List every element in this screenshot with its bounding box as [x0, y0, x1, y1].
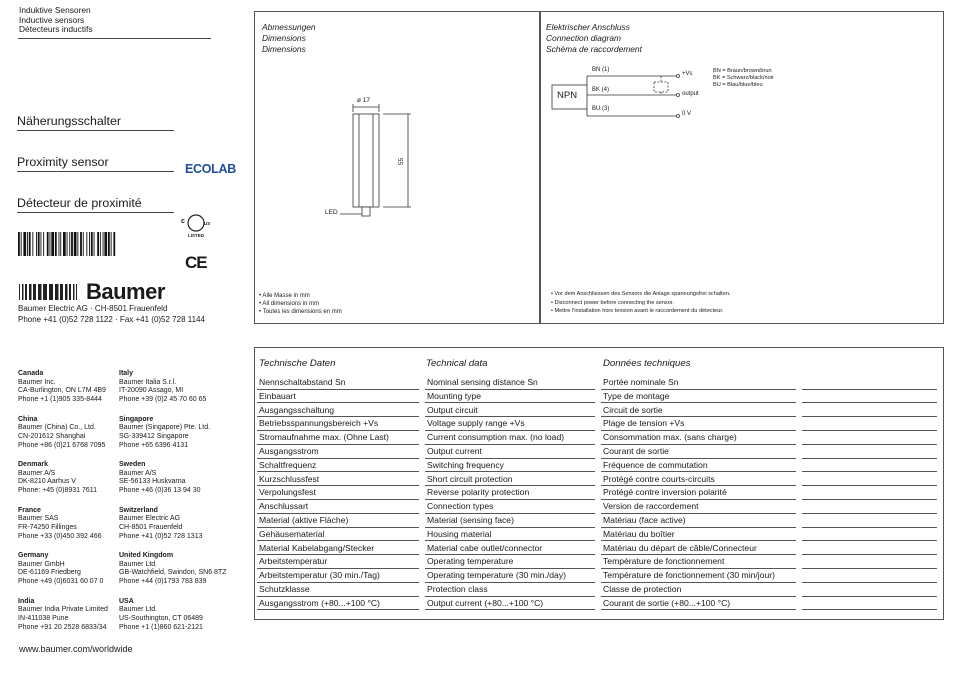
row-underline: [425, 513, 595, 514]
row-underline: [802, 540, 937, 541]
row-underline: [802, 513, 937, 514]
company-address: [18, 304, 205, 325]
row-underline: [802, 499, 937, 500]
barcode-bar: [80, 232, 82, 256]
row-underline: [257, 389, 419, 390]
diameter-label: ø 17: [357, 97, 371, 104]
address-line: Phone: +45 (0)8931 7611: [18, 487, 98, 495]
address-line: FR-74250 Fillinges: [18, 523, 77, 531]
address-line: DK-8210 Aarhus V: [18, 478, 76, 486]
table-row: [257, 501, 940, 515]
row-label-fr: Température de fonctionnement: [603, 556, 725, 567]
address-block: [18, 461, 97, 496]
row-label-en: Mounting type: [427, 390, 481, 401]
row-label-de: Stromaufnahme max. (Ohne Last): [259, 432, 389, 443]
product-title-fr: Détecteur de proximité: [17, 196, 142, 210]
dimensions-title-fr: Dimensions: [262, 44, 306, 54]
row-underline: [802, 554, 937, 555]
row-underline: [425, 609, 595, 610]
address-country: United Kingdom: [119, 552, 174, 559]
terminal-0v: 0 V: [682, 111, 692, 117]
barcode-bar: [59, 232, 60, 256]
ul-us-label: US: [204, 221, 211, 226]
barcode-bar: [23, 232, 26, 256]
address-country: USA: [119, 597, 134, 605]
barcode-bar: [97, 232, 99, 256]
row-underline: [802, 430, 937, 431]
row-underline: [257, 527, 419, 528]
row-label-en: Short circuit protection: [427, 473, 513, 484]
address-line: Phone +91 20 2528 6833/34: [18, 623, 107, 631]
row-label-fr: Version de raccordement: [603, 501, 699, 512]
row-label-en: Output current (+80...+100 °C): [427, 597, 544, 608]
barcode-bar: [38, 232, 40, 256]
dimensions-note-de: • Alle Masse in mm: [259, 293, 310, 299]
row-underline: [425, 402, 595, 403]
address-line: Baumer Italia S.r.l.: [119, 378, 177, 386]
barcode-bar: [77, 232, 78, 256]
row-underline: [425, 499, 595, 500]
row-label-de: Material (aktive Fläche): [259, 515, 349, 525]
row-underline: [257, 582, 419, 583]
barcode-bar: [91, 232, 93, 256]
row-underline: [257, 430, 419, 431]
row-underline: [257, 499, 419, 500]
address-line: Baumer SAS: [18, 515, 59, 523]
category-line-de: Induktive Sensoren: [19, 5, 91, 15]
row-underline: [601, 458, 796, 459]
barcode-bar: [47, 232, 49, 256]
table-row: [257, 598, 940, 612]
address-line: Baumer GmbH: [18, 560, 65, 568]
address-line: Phone +86 (0)21 6768 7095: [18, 441, 106, 449]
dimensions-note-fr: • Toutes les dimensions en mm: [259, 309, 342, 315]
barcode-bar: [71, 232, 73, 256]
row-label-en: Voltage supply range +Vs: [427, 418, 525, 429]
npn-label: NPN: [557, 90, 578, 101]
barcode-bar: [74, 232, 77, 256]
barcode-bar: [36, 232, 37, 256]
address-line: SE-56133 Huskvarna: [119, 478, 186, 486]
row-underline: [802, 416, 937, 417]
address-line: Phone +49 (0)6031 60 07 0: [18, 578, 104, 586]
row-label-de: Material Kabelabgang/Stecker: [259, 542, 375, 553]
row-label-fr: Fréquence de commutation: [603, 459, 708, 470]
address-line: Baumer Ltd.: [119, 560, 158, 568]
barcode-bar: [41, 232, 42, 256]
address-line: IT-20090 Assago, MI: [119, 387, 184, 395]
row-label-fr: Matériau (face active): [603, 515, 686, 525]
row-underline: [425, 389, 595, 390]
row-label-en: Switching frequency: [427, 459, 504, 470]
barcode-bar: [29, 232, 31, 256]
row-label-en: Output circuit: [427, 404, 478, 415]
address-country: Sweden: [119, 461, 146, 468]
row-underline: [257, 402, 419, 403]
row-underline: [601, 430, 796, 431]
row-label-fr: Température de fonctionnement (30 min/jour): [603, 570, 775, 581]
row-label-fr: Plage de tension +Vs: [603, 418, 685, 429]
table-row: [257, 529, 940, 543]
address-country: Switzerland: [119, 506, 158, 514]
table-row: [257, 432, 940, 446]
baumer-wordmark: Baumer: [86, 279, 165, 304]
row-underline: [802, 389, 937, 390]
row-underline: [257, 513, 419, 514]
row-label-fr: Consommation max. (sans charge): [603, 432, 737, 443]
table-row: [257, 418, 940, 432]
row-underline: [257, 568, 419, 569]
legend-bn: BN = Braun/brown/brun: [713, 68, 772, 74]
barcode-bar: [108, 232, 110, 256]
table-row: [257, 446, 940, 460]
barcode-bar: [63, 232, 66, 256]
row-underline: [802, 485, 937, 486]
table-row: [257, 377, 940, 391]
table-row: [257, 570, 940, 584]
row-underline: [425, 471, 595, 472]
barcode-bar: [86, 232, 87, 256]
tech-header-en: Technical data: [426, 358, 488, 369]
barcode-bar: [83, 232, 84, 256]
title-rule-fr: [17, 212, 174, 213]
row-underline: [257, 458, 419, 459]
barcode-bar: [27, 232, 28, 256]
dimensions-note-en: • All dimensions in mm: [259, 301, 320, 307]
row-label-de: Anschlussart: [259, 501, 309, 512]
row-underline: [257, 609, 419, 610]
table-row: [257, 584, 940, 598]
row-label-en: Connection types: [427, 501, 494, 512]
row-label-de: Schutzklasse: [259, 584, 310, 594]
table-row: [257, 460, 940, 474]
wire-label-bn: BN (1): [592, 67, 610, 73]
row-underline: [601, 416, 796, 417]
row-underline: [802, 471, 937, 472]
connection-title-fr: Schéma de raccordement: [546, 44, 642, 54]
ul-listed-logo: [180, 212, 210, 242]
row-underline: [425, 527, 595, 528]
barcode-bar: [50, 232, 51, 256]
category-line-fr: Détecteurs inductifs: [19, 24, 93, 35]
row-underline: [425, 540, 595, 541]
address-country: China: [18, 415, 38, 423]
row-label-fr: Protégé contre courts-circuits: [603, 473, 715, 484]
barcode-bar: [60, 232, 61, 256]
row-label-fr: Portée nominale Sn: [603, 377, 679, 387]
address-line: Baumer Electric AG: [119, 515, 181, 523]
address-block: [119, 507, 203, 542]
row-label-fr: Classe de protection: [603, 584, 682, 594]
barcode-bar: [43, 232, 44, 256]
row-underline: [425, 430, 595, 431]
address-line: US-Southington, CT 06489: [119, 614, 203, 622]
address-line: Baumer Ltd.: [119, 606, 158, 614]
row-underline: [425, 554, 595, 555]
row-underline: [257, 540, 419, 541]
row-label-fr: Matériau du boîtier: [603, 528, 675, 539]
row-underline: [802, 609, 937, 610]
row-underline: [601, 596, 796, 597]
dimensions-title-en: Dimensions: [262, 33, 306, 43]
terminal-output: output: [682, 91, 699, 97]
address-line: Phone +1 (1)860 621-2121: [119, 623, 203, 631]
barcode-bar: [104, 232, 107, 256]
row-label-en: Operating temperature (30 min./day): [427, 570, 566, 581]
row-label-de: Kurzschlussfest: [259, 473, 320, 484]
row-underline: [802, 444, 937, 445]
row-label-en: Material cabe outlet/connector: [427, 542, 543, 553]
address-line: Baumer (Singapore) Pte. Ltd.: [119, 424, 211, 432]
company-line-1: Baumer Electric AG · CH-8501 Frauenfeld: [18, 304, 168, 313]
wire-label-bk: BK (4): [592, 87, 610, 93]
row-label-de: Verpolungsfest: [259, 487, 316, 498]
barcode-bar: [67, 232, 68, 256]
barcode-bar: [113, 232, 115, 256]
row-underline: [802, 596, 937, 597]
row-underline: [425, 485, 595, 486]
row-label-fr: Courant de sortie (+80...+100 °C): [603, 597, 731, 608]
address-line: Baumer A/S: [119, 469, 157, 477]
category-line-en: Inductive sensors: [19, 14, 85, 25]
row-label-en: Housing material: [427, 528, 492, 539]
address-country: Singapore: [119, 415, 154, 423]
address-country: Italy: [119, 370, 134, 377]
row-label-en: Nominal sensing distance Sn: [427, 377, 538, 387]
address-block: [18, 552, 103, 587]
row-underline: [802, 582, 937, 583]
document-category-header: [19, 6, 93, 35]
barcode-bar: [18, 232, 20, 256]
row-label-de: Gehäusematerial: [259, 528, 325, 539]
row-underline: [601, 389, 796, 390]
dimensions-panel: [254, 11, 541, 324]
length-label: 55: [398, 157, 406, 166]
title-rule-en: [17, 171, 174, 172]
address-line: Phone +65 6396 4131: [119, 441, 189, 449]
legend-bu: BU = Blau/blue/bleu: [713, 82, 763, 88]
barcode-bar: [51, 232, 54, 256]
table-row: [257, 405, 940, 419]
address-line: Baumer India Private Limited: [18, 606, 108, 614]
barcode-bar: [55, 232, 57, 256]
address-line: Phone +44 (0)1793 783 839: [119, 578, 207, 586]
ul-listed-label: LISTED: [188, 233, 205, 238]
table-row: [257, 487, 940, 501]
row-label-en: Operating temperature: [427, 556, 514, 567]
address-line: GB-Watchfield, Swindon, SN6 8TZ: [119, 569, 227, 577]
row-underline: [601, 609, 796, 610]
connection-panel: [539, 11, 944, 324]
address-line: Baumer Inc.: [18, 378, 56, 386]
row-label-de: Ausgangsschaltung: [259, 404, 335, 415]
address-line: Phone +41 (0)52 728 1313: [119, 532, 203, 540]
row-underline: [425, 582, 595, 583]
row-label-de: Betriebsspannungsbereich +Vs: [259, 418, 379, 429]
address-block: [18, 370, 106, 405]
row-label-fr: Type de montage: [603, 390, 670, 401]
barcode-bar: [21, 232, 22, 256]
row-underline: [601, 471, 796, 472]
row-label-fr: Circuit de sortie: [603, 404, 663, 415]
row-underline: [802, 568, 937, 569]
row-underline: [425, 444, 595, 445]
row-underline: [601, 402, 796, 403]
row-label-de: Nennschaltabstand Sn: [259, 377, 346, 387]
tech-header-fr: Données techniques: [603, 358, 691, 369]
row-label-en: Current consumption max. (no load): [427, 432, 565, 443]
address-block: [119, 598, 203, 633]
table-row: [257, 556, 940, 570]
product-title-de: Näherungsschalter: [17, 114, 122, 128]
connection-note-de: • Vor dem Anschliessen des Sensors die Anlage spannungsfrei schalten.: [551, 291, 731, 297]
row-underline: [601, 499, 796, 500]
row-label-de: Ausgangsstrom: [259, 446, 319, 456]
row-underline: [257, 471, 419, 472]
address-line: IN-411038 Pune: [18, 614, 69, 622]
row-underline: [601, 540, 796, 541]
row-label-fr: Courant de sortie: [603, 446, 669, 456]
title-rule-de: [17, 130, 174, 131]
row-underline: [802, 458, 937, 459]
connection-notes: [551, 290, 731, 316]
row-underline: [425, 596, 595, 597]
address-country: Germany: [18, 552, 49, 559]
address-line: Phone +1 (1)905 335-8444: [18, 396, 102, 404]
barcode-graphic: [18, 232, 144, 256]
address-block: [18, 416, 105, 451]
legend-bk: BK = Schwarz/black/noir: [713, 75, 774, 81]
row-underline: [425, 416, 595, 417]
header-rule: [18, 38, 211, 39]
address-line: Baumer (China) Co., Ltd.: [18, 424, 96, 432]
row-underline: [257, 416, 419, 417]
address-line: Phone +33 (0)450 392 466: [18, 532, 102, 540]
row-underline: [425, 458, 595, 459]
table-row: [257, 543, 940, 557]
ul-c-label: c: [181, 218, 185, 225]
row-underline: [601, 527, 796, 528]
address-line: CN-201612 Shanghai: [18, 432, 86, 440]
row-underline: [257, 444, 419, 445]
company-line-2: Phone +41 (0)52 728 1122 · Fax +41 (0)52 728 1144: [18, 314, 205, 324]
barcode-bar: [111, 232, 112, 256]
row-label-en: Reverse polarity protection: [427, 487, 530, 498]
dimensions-title-de: Abmessungen: [262, 22, 316, 32]
address-block: [119, 370, 206, 405]
barcode-bar: [100, 232, 101, 256]
barcode-bar: [94, 232, 95, 256]
row-underline: [601, 554, 796, 555]
row-label-en: Output current: [427, 446, 482, 456]
address-country: France: [18, 506, 41, 514]
barcode-bar: [69, 232, 70, 256]
table-row: [257, 515, 940, 529]
terminal-vs: +Vs: [682, 71, 693, 77]
ce-mark: CE: [185, 253, 207, 272]
baumer-logo-pattern-icon: [19, 282, 81, 302]
row-underline: [601, 568, 796, 569]
led-label: LED: [325, 209, 338, 216]
table-row: [257, 474, 940, 488]
row-label-de: Ausgangsstrom (+80...+100 °C): [259, 597, 380, 608]
wiring-diagram: [540, 12, 943, 323]
row-underline: [601, 513, 796, 514]
connection-note-fr: • Mettre l'installation hors tension avant le raccordement du détecteur.: [551, 308, 724, 314]
row-underline: [257, 485, 419, 486]
barcode-bar: [89, 232, 90, 256]
row-underline: [257, 554, 419, 555]
dimensions-notes: [259, 292, 342, 316]
row-underline: [601, 444, 796, 445]
address-line: CA-Burlington, ON L7M 4B9: [18, 387, 106, 395]
address-block: [18, 598, 108, 633]
row-underline: [601, 582, 796, 583]
connection-title-de: Elektrischer Anschluss: [546, 22, 630, 32]
address-line: Phone +46 (0)36 13 94 30: [119, 487, 201, 495]
table-row: [257, 391, 940, 405]
address-block: [119, 552, 227, 587]
address-block: [119, 461, 201, 496]
ecolab-logo: ECOLAB: [185, 162, 236, 176]
row-underline: [802, 527, 937, 528]
address-line: CH-8501 Frauenfeld: [119, 523, 183, 531]
row-label-de: Arbeitstemperatur (30 min./Tag): [259, 570, 380, 581]
barcode-bar: [32, 232, 33, 256]
connection-title-en: Connection diagram: [546, 33, 621, 43]
row-label-de: Einbauart: [259, 390, 296, 401]
row-underline: [257, 596, 419, 597]
website-link[interactable]: www.baumer.com/worldwide: [19, 644, 133, 654]
barcode-bar: [103, 232, 104, 256]
row-label-de: Schaltfrequenz: [259, 459, 317, 470]
row-underline: [601, 485, 796, 486]
barcode: [18, 232, 144, 256]
product-title-en: Proximity sensor: [17, 155, 109, 169]
row-label-en: Material (sensing face): [427, 515, 514, 525]
sensor-dimension-drawing: [255, 12, 540, 323]
address-country: Canada: [18, 370, 44, 377]
wire-color-legend: [713, 68, 774, 89]
address-country: Denmark: [18, 461, 48, 468]
tech-header-de: Technische Daten: [259, 358, 336, 369]
connection-note-en: • Disconnect power before connecting the sensor.: [551, 299, 674, 306]
address-line: SG-339412 Singapore: [119, 432, 189, 440]
address-block: [18, 507, 102, 542]
row-label-de: Arbeitstemperatur: [259, 556, 328, 567]
address-line: Phone +39 (0)2 45 70 60 65: [119, 396, 207, 404]
row-label-fr: Matériau du départ de câble/Connecteur: [603, 542, 757, 553]
row-label-en: Protection class: [427, 584, 488, 594]
wire-label-bu: BU (3): [592, 106, 610, 112]
row-underline: [425, 568, 595, 569]
address-block: [119, 416, 210, 451]
row-label-fr: Protégé contre inversion polarité: [603, 487, 727, 498]
address-country: India: [18, 597, 35, 605]
row-underline: [802, 402, 937, 403]
address-line: DE-61169 Friedberg: [18, 569, 81, 577]
address-line: Baumer A/S: [18, 469, 56, 477]
